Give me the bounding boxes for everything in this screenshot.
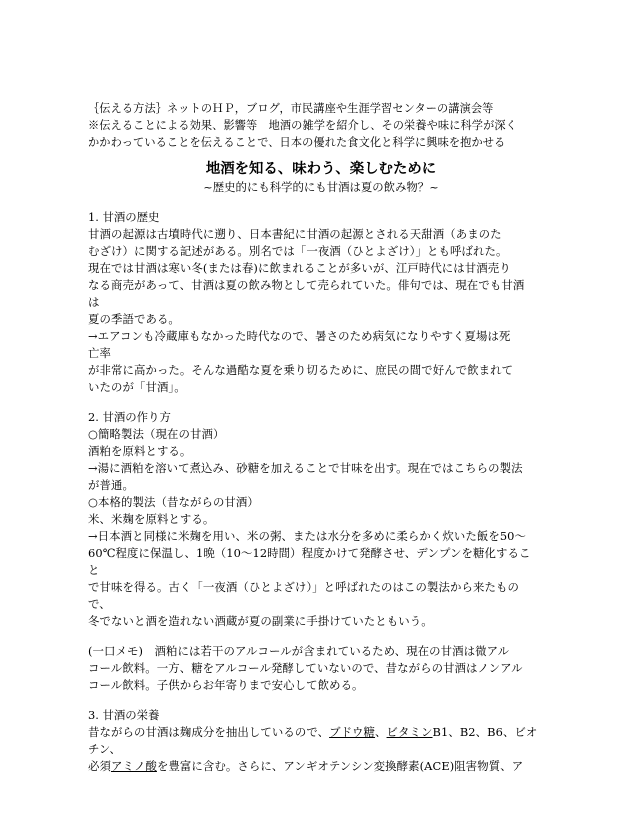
body-line: 米、米麹を原料とする。: [88, 512, 215, 526]
body-line: で甘味を得る。古く「一夜酒（ひとよざけ）」と呼ばれたのはこの製法から来たもの: [88, 580, 519, 594]
body-line: なる商売があって、甘酒は夏の飲み物として売られていた。俳句では、現在でも甘酒: [88, 278, 525, 292]
body-text: を豊富に含む。さらに、アンギオテンシン変換酵素(ACE)阻害物質、ア: [156, 759, 524, 773]
body-line: 現在では甘酒は寒い冬(または春)に飲まれることが多いが、江戸時代には甘酒売り: [88, 261, 511, 275]
vitamin-link[interactable]: ビタミン: [386, 725, 433, 739]
body-line: →エアコンも冷蔵庫もなかった時代なので、暑さのため病気になりやすく夏場は死: [88, 329, 511, 343]
body-text: 昔ながらの甘酒は麹成分を抽出しているので、: [88, 725, 330, 739]
section-history: [88, 209, 554, 396]
section-heading: 2. 甘酒の作り方: [88, 410, 171, 424]
document-title: 地酒を知る、味わう、楽しむために: [205, 160, 437, 177]
body-line: →日本酒と同様に米麹を用い、米の粥、または水分を多めに柔らかく炊いた飯を50～: [88, 529, 527, 543]
body-line: と: [88, 563, 100, 577]
body-line: ○簡略製法（現在の甘酒）: [88, 427, 225, 441]
body-line: 甘酒の起源は古墳時代に遡り、日本書紀に甘酒の起源とされる天甜酒（あまのた: [88, 227, 502, 241]
body-line: チン、: [88, 742, 121, 756]
body-line: →湯に酒粕を溶いて煮込み、砂糖を加えることで甘味を出す。現在ではこちらの製法: [88, 461, 523, 475]
document-page: [88, 100, 554, 775]
document-subtitle: ~歴史的にも科学的にも甘酒は夏の飲み物？~: [203, 180, 439, 194]
body-line: 冬でないと酒を造れない酒蔵が夏の副業に手掛けていたともいう。: [88, 614, 433, 628]
intro-line: ※伝えることによる効果、影響等 地酒の雑学を紹介し、その栄養や味に科学が深く: [88, 119, 517, 132]
body-line: 酒粕を原料とする。: [88, 444, 192, 458]
section-recipe: [88, 409, 554, 630]
memo-line: コール飲料。子供からお年寄りまで安心して飲める。: [88, 678, 364, 692]
body-line: ○本格的製法（昔ながらの甘酒）: [88, 495, 259, 509]
body-line: は: [88, 295, 100, 309]
intro-block: [88, 100, 554, 151]
body-line: 60℃程度に保温し、1晩（10～12時間）程度かけて発酵させ、デンプンを糖化するこ: [88, 546, 531, 560]
memo-line: (一口メモ) 酒粕には若干のアルコールが含まれているため、現在の甘酒は微アル: [88, 644, 510, 658]
section-nutrition: [88, 707, 554, 775]
section-heading: 1. 甘酒の歴史: [88, 210, 160, 224]
body-line: で、: [88, 597, 111, 611]
intro-line: かかわっていることを伝えることで、日本の優れた食文化と科学に興味を抱かせる: [88, 136, 506, 149]
body-line: [88, 724, 554, 741]
body-text: 、: [375, 725, 387, 739]
body-line: 夏の季語である。: [88, 312, 180, 326]
body-text: B1、B2、B6、ビオ: [432, 725, 538, 739]
body-line: が非常に高かった。そんな過酷な夏を乗り切るために、庶民の間で好んで飲まれて: [88, 363, 514, 377]
body-line: が普通。: [88, 478, 134, 492]
body-text: 必須: [88, 759, 111, 773]
memo-line: コール飲料。一方、糖をアルコール発酵していないので、昔ながらの甘酒はノンアル: [88, 661, 523, 675]
body-line: むざけ）に関する記述がある。別名では「一夜酒（ひとよざけ）」とも呼ばれた。: [88, 244, 508, 258]
memo-block: [88, 643, 554, 694]
glucose-link[interactable]: ブドウ糖: [329, 725, 376, 739]
body-line: [88, 758, 554, 775]
amino-acid-link[interactable]: アミノ酸: [110, 759, 157, 773]
body-line: いたのが「甘酒」。: [88, 380, 186, 394]
body-line: 亡率: [88, 346, 111, 360]
intro-line: ｛伝える方法｝ネットのＨＰ，ブログ，市民講座や生涯学習センターの講演会等: [88, 102, 494, 115]
section-heading: 3. 甘酒の栄養: [88, 708, 160, 722]
